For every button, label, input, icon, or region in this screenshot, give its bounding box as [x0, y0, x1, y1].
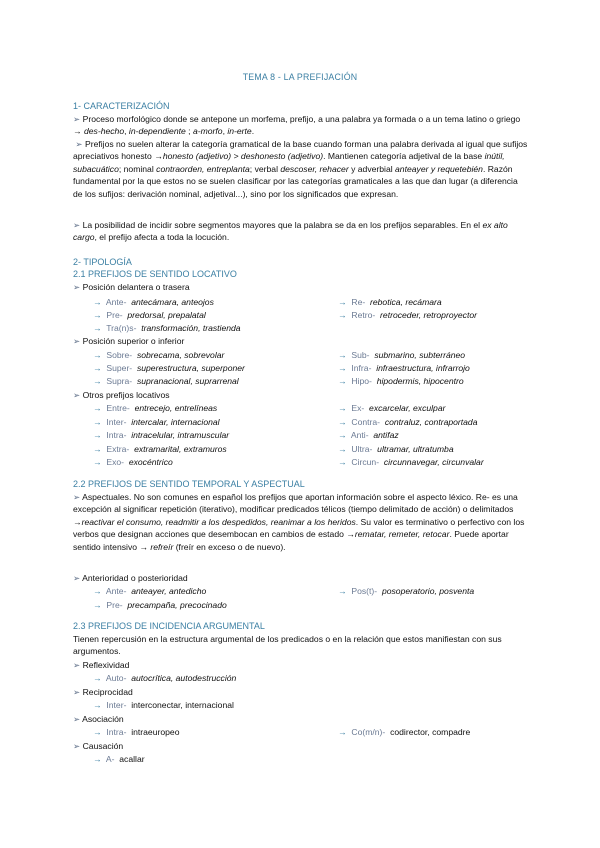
- bullet-icon: ➢: [73, 282, 81, 292]
- arrow-icon: →: [338, 403, 347, 413]
- arrow-icon: →: [93, 457, 102, 467]
- bullet-icon: ➢: [73, 336, 81, 346]
- group-heading: ➢ Posición delantera o trasera: [73, 282, 190, 292]
- arrow-icon: →: [93, 700, 102, 710]
- paragraph-incidencia: Tienen repercusión en la estructura argumental de los predicados o en la relación que estos manifiestan con sus argumentos.: [73, 634, 502, 657]
- group-heading: ➢ Reflexividad: [73, 660, 130, 670]
- arrow-icon: →: [93, 754, 102, 764]
- arrow-icon: →: [93, 586, 102, 596]
- page-title: TEMA 8 - LA PREFIJACIÓN: [242, 72, 358, 82]
- list-item: → Inter- interconectar, internacional: [93, 700, 234, 710]
- arrow-icon: →: [93, 403, 102, 413]
- bullet-icon: ➢: [75, 139, 83, 149]
- section-heading-caracterizacion: 1- CARACTERIZACIÓN: [73, 101, 170, 111]
- arrow-icon: →: [338, 310, 347, 320]
- arrow-icon: →: [73, 516, 82, 527]
- arrow-icon: →: [93, 323, 102, 333]
- list-item: → Inter- intercalar, internacional: [93, 417, 220, 427]
- bullet-icon: ➢: [73, 714, 81, 724]
- group-heading: ➢ Asociación: [73, 714, 124, 724]
- arrow-icon: →: [93, 727, 102, 737]
- arrow-icon: →: [154, 151, 163, 162]
- subsection-heading-argumental: 2.3 PREFIJOS DE INCIDENCIA ARGUMENTAL: [73, 621, 265, 631]
- arrow-icon: →: [93, 444, 102, 454]
- list-item: → Pre- predorsal, prepalatal: [93, 310, 206, 320]
- list-item: → Tra(n)s- transformación, trastienda: [93, 323, 241, 333]
- bullet-icon: ➢: [73, 390, 81, 400]
- arrow-icon: →: [93, 430, 102, 440]
- arrow-icon: →: [338, 444, 347, 454]
- arrow-icon: →: [93, 310, 102, 320]
- list-item: → Re- rebotica, recámara: [338, 297, 442, 307]
- arrow-icon: →: [338, 350, 347, 360]
- arrow-icon: →: [93, 376, 102, 386]
- bullet-icon: ➢: [73, 492, 81, 502]
- arrow-icon: →: [93, 673, 102, 683]
- arrow-icon: →: [139, 541, 148, 552]
- list-item: → Ante- antecámara, anteojos: [93, 297, 214, 307]
- arrow-icon: →: [93, 600, 102, 610]
- list-item: → Super- superestructura, superponer: [93, 363, 245, 373]
- group-heading: ➢ Posición superior o inferior: [73, 336, 185, 346]
- bullet-icon: ➢: [73, 687, 81, 697]
- list-item: → Sub- submarino, subterráneo: [338, 350, 466, 360]
- list-item: → Retro- retroceder, retroproyector: [338, 310, 478, 320]
- arrow-icon: →: [338, 376, 347, 386]
- list-item: → Co(m/n)- codirector, compadre: [338, 727, 471, 737]
- bullet-icon: ➢: [73, 660, 81, 670]
- bullet-icon: ➢: [73, 114, 81, 124]
- arrow-icon: →: [338, 586, 347, 596]
- list-item: → Ex- excarcelar, exculpar: [338, 403, 446, 413]
- list-item: → Pre- precampaña, precocinado: [93, 600, 227, 610]
- list-item: → Hipo- hipodermis, hipocentro: [338, 376, 464, 386]
- arrow-icon: →: [93, 297, 102, 307]
- list-item: → Ante- anteayer, antedicho: [93, 586, 207, 596]
- arrow-icon: →: [338, 457, 347, 467]
- arrow-icon: →: [93, 417, 102, 427]
- list-item: → Circun- circunnavegar, circunvalar: [338, 457, 484, 467]
- bullet-icon: ➢: [73, 220, 81, 230]
- list-item: → Intra- intraeuropeo: [93, 727, 180, 737]
- paragraph-proceso: ➢ Proceso morfológico donde se antepone un morfema, prefijo, a una palabra ya formada o a un tema latino o griego → des-hecho, in-dependiente ; a-morfo, in-erte.: [73, 114, 521, 137]
- arrow-icon: →: [338, 417, 347, 427]
- list-item: → Supra- supranacional, suprarrenal: [93, 376, 239, 386]
- list-item: → Infra- infraestructura, infrarrojo: [338, 363, 470, 373]
- bullet-icon: ➢: [73, 573, 81, 583]
- paragraph-prefijos-separables: ➢ La posibilidad de incidir sobre segmentos mayores que la palabra se da en los prefijos separables. En el ex alto cargo, el prefijo afecta a toda la locución.: [73, 220, 508, 243]
- group-heading: ➢ Anterioridad o posterioridad: [73, 573, 188, 583]
- arrow-icon: →: [93, 350, 102, 360]
- bullet-icon: ➢: [73, 741, 81, 751]
- paragraph-aspectuales: ➢ Aspectuales. No son comunes en español los prefijos que aportan información sobre el aspecto léxico. Re- es una excepción al significar repetición (iterativo), modificar predicados télicos (tiempo delimitado de acción) o delimitados →reactivar el consumo, readmitir a los despedidos, reanimar a los heridos. Su valor es terminativo o perfectivo con los verbos que designan acciones que desembocan en cambios de estado →rematar, remeter, retocar. Puede aportar sentido intensivo → refreír (freír en exceso o de nuevo).: [73, 492, 525, 552]
- list-item: → Ultra- ultramar, ultratumba: [338, 444, 454, 454]
- list-item: → Exo- exocéntrico: [93, 457, 173, 467]
- list-item: → A- acallar: [93, 754, 145, 764]
- subsection-heading-locativo: 2.1 PREFIJOS DE SENTIDO LOCATIVO: [73, 269, 237, 279]
- group-heading: ➢ Otros prefijos locativos: [73, 390, 170, 400]
- arrow-icon: →: [338, 430, 347, 440]
- list-item: → Extra- extramarital, extramuros: [93, 444, 227, 454]
- list-item: → Auto- autocrítica, autodestrucción: [93, 673, 237, 683]
- subsection-heading-temporal: 2.2 PREFIJOS DE SENTIDO TEMPORAL Y ASPECTUAL: [73, 479, 305, 489]
- list-item: → Contra- contraluz, contraportada: [338, 417, 478, 427]
- list-item: → Anti- antifaz: [338, 430, 399, 440]
- list-item: → Pos(t)- posoperatorio, posventa: [338, 586, 475, 596]
- group-heading: ➢ Reciprocidad: [73, 687, 133, 697]
- section-heading-tipologia: 2- TIPOLOGÍA: [73, 257, 132, 267]
- arrow-icon: →: [346, 529, 355, 540]
- list-item: → Intra- intracelular, intramuscular: [93, 430, 230, 440]
- group-heading: ➢ Causación: [73, 741, 124, 751]
- arrow-icon: →: [93, 363, 102, 373]
- list-item: → Entre- entrecejo, entrelíneas: [93, 403, 218, 413]
- paragraph-prefijos-categoria: ➢ Prefijos no suelen alterar la categoría gramatical de la base cuando forman una palabra derivada al igual que sufijos apreciativos honesto →honesto (adjetivo) > deshonesto (adjetivo). Mantienen categoría adjetival de la base inútil, subacuático; nominal contraorden, entreplanta; verbal descoser, rehacer y adverbial anteayer y requetebién. Razón fundamental por la que estos no se suelen clasificar por las categorías gramaticales a las que dan lugar (a diferencia de los sufijos: derivación nominal, adjetival...), sino por los significados que expresan.: [73, 139, 528, 199]
- arrow-icon: →: [338, 363, 347, 373]
- arrow-icon: →: [338, 297, 347, 307]
- list-item: → Sobre- sobrecama, sobrevolar: [93, 350, 225, 360]
- arrow-icon: →: [338, 727, 347, 737]
